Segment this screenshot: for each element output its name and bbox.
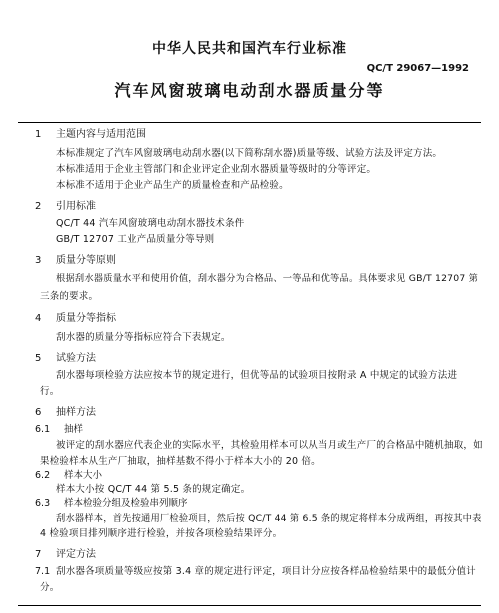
page-bottom-edge — [18, 605, 481, 606]
subsection-number: 6.1 — [35, 424, 51, 435]
section-title: 质量分等原则 — [56, 255, 116, 266]
section-number: 3 — [35, 255, 42, 266]
body-line: 刮水器各项质量等级应按第 3.4 章的规定进行评定，项目计分应按各样品检验结果中的最低分值计 — [56, 566, 476, 577]
section-title: 评定方法 — [56, 549, 96, 560]
body-line: 本标准适用于企业主管部门和企业评定企业刮水器质量等级时的分等评定。 — [56, 164, 377, 175]
issuing-organization: 中华人民共和国汽车行业标准 — [152, 41, 347, 57]
body-line: 4 检验项目排列顺序进行检验，并按各项检验结果评分。 — [40, 528, 283, 539]
header-divider — [18, 122, 481, 123]
subsection-number: 6.2 — [35, 470, 51, 481]
subsection-title: 抽样 — [64, 424, 84, 435]
standard-code: QC/T 29067—1992 — [366, 63, 469, 74]
section-number: 4 — [35, 313, 42, 324]
body-line: 被评定的刮水器应代表企业的实际水平，其检验用样本可以从当月或生产厂的合格品中随机抽取，如 — [56, 440, 483, 451]
body-line: 本标准规定了汽车风窗玻璃电动刮水器(以下简称刮水器)质量等级、试验方法及评定方法。 — [56, 148, 443, 159]
section-number: 5 — [35, 353, 42, 364]
document-title: 汽车风窗玻璃电动刮水器质量分等 — [114, 81, 385, 100]
body-line: 本标准不适用于企业产品生产的质量检查和产品检验。 — [56, 180, 289, 191]
section-number: 2 — [35, 201, 42, 212]
reference-standard: QC/T 44 汽车风窗玻璃电动刮水器技术条件 — [56, 218, 245, 229]
body-line: 样本大小按 QC/T 44 第 5.5 条的规定确定。 — [56, 484, 251, 495]
body-line: 果检验样本从生产厂抽取，抽样基数不得小于样本大小的 20 倍。 — [40, 456, 321, 467]
body-line: 刮水器的质量分等指标应符合下表规定。 — [56, 332, 231, 343]
section-title: 主题内容与适用范围 — [56, 129, 146, 140]
body-line: 行。 — [40, 386, 60, 397]
body-line: 三条的要求。 — [40, 291, 99, 302]
subsection-number: 6.3 — [35, 498, 51, 509]
body-line: 刮水器样本，首先按通用厂检验项目，然后按 QC/T 44 第 6.5 条的规定将样本分成两组，再按其中表 — [56, 513, 482, 524]
section-number: 6 — [35, 407, 42, 418]
subsection-title: 样本检验分组及检验串列顺序 — [64, 498, 188, 509]
section-title: 试验方法 — [56, 353, 96, 364]
subsection-title: 样本大小 — [64, 470, 103, 481]
subsection-number: 7.1 — [35, 566, 51, 577]
section-number: 7 — [35, 549, 42, 560]
section-title: 引用标准 — [56, 201, 96, 212]
section-title: 抽样方法 — [56, 407, 96, 418]
section-title: 质量分等指标 — [56, 313, 116, 324]
reference-standard: GB/T 12707 工业产品质量分等导则 — [56, 234, 215, 245]
section-number: 1 — [35, 129, 42, 140]
body-line: 刮水器每项检验方法应按本节的规定进行，但优等品的试验项目按附录 A 中规定的试验方法进 — [56, 370, 458, 381]
body-line: 分。 — [40, 582, 60, 593]
body-line: 根据刮水器质量水平和使用价值，刮水器分为合格品、一等品和优等品。具体要求见 GB/T 12707 第 — [56, 273, 479, 284]
